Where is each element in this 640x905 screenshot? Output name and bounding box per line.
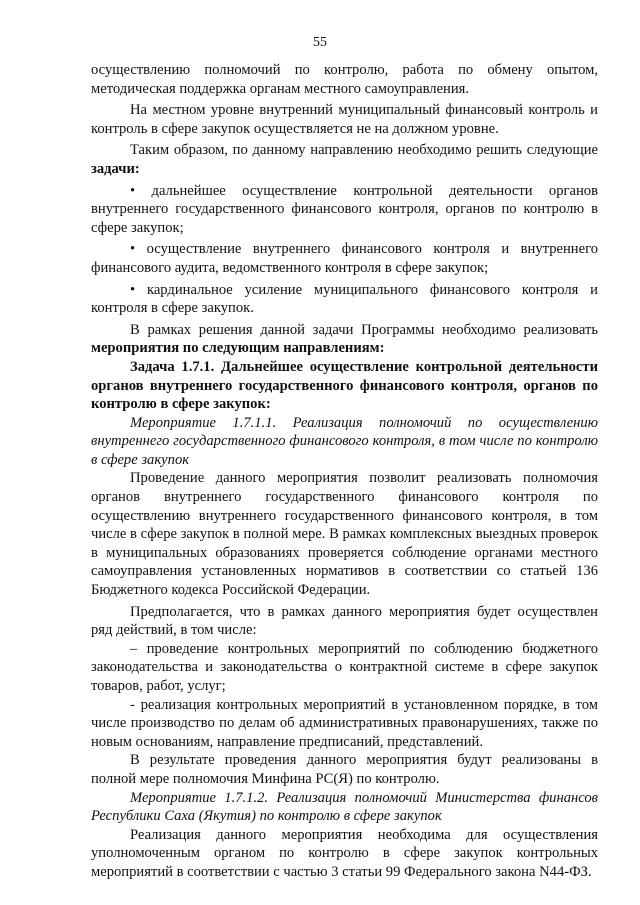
paragraph-result: В результате проведения данного мероприятия будут реализованы в полной мере полномочия Минфина РС(Я) по контролю.	[91, 752, 598, 787]
bullet-item: • осуществление внутреннего финансового контроля и внутреннего финансового аудита, ведомственного контроля в сфере закупок;	[91, 241, 598, 276]
measure-heading: Мероприятие 1.7.1.2. Реализация полномочий Министерства финансов Республики Саха (Якутия) по контролю в сфере закупок	[91, 789, 598, 825]
measures-label: мероприятия по следующим направлениям:	[91, 340, 385, 357]
paragraph-measures-intro	[91, 321, 598, 358]
paragraph-local-level: На местном уровне внутренний муниципальный финансовый контроль и контроль в сфере закупок осуществляется не на должном уровне.	[91, 102, 598, 137]
tasks-label: задачи:	[91, 160, 140, 177]
measure-heading: Мероприятие 1.7.1.1. Реализация полномочий по осуществлению внутреннего государственного финансового контроля, в том числе по контролю в сфере закупок	[91, 414, 598, 468]
tasks-intro-text: Таким образом, по данному направлению необходимо решить следующие	[130, 142, 598, 159]
task-heading: Задача 1.7.1. Дальнейшее осуществление контрольной деятельности органов внутреннего государственного финансового контроля, органов по контролю в сфере закупок:	[91, 358, 598, 413]
paragraph-actions-intro: Предполагается, что в рамках данного мероприятия будет осуществлен ряд действий, в том числе:	[91, 603, 598, 639]
bullet-item: • дальнейшее осуществление контрольной деятельности органов внутреннего государственного финансового контроля, органов по контролю в сфере закупок;	[91, 182, 598, 236]
paragraph-tasks-intro	[91, 141, 598, 178]
document-body	[91, 61, 598, 882]
page-number: 55	[313, 35, 327, 50]
dash-item: – проведение контрольных мероприятий по соблюдению бюджетного законодательства и законодательства о контрактной системе в сфере закупок товаров, работ, услуг;	[91, 640, 598, 694]
dash-item: - реализация контрольных мероприятий в установленном порядке, в том числе производство по делам об административных правонарушениях, также по новым основаниям, направление предписаний, представлений.	[91, 696, 598, 750]
measures-intro-text: В рамках решения данной задачи Программы необходимо реализовать	[130, 321, 598, 338]
bullet-item: • кардинальное усиление муниципального финансового контроля и контроля в сфере закупок.	[91, 281, 598, 317]
paragraph-measure-implementation: Реализация данного мероприятия необходима для осуществления уполномоченным органом по контролю в сфере закупок контрольных мероприятий в соответствии с частью 3 статьи 99 Федерального закона N44-ФЗ.	[91, 826, 598, 880]
paragraph-measure-description: Проведение данного мероприятия позволит реализовать полномочия органов внутреннего государственного финансового контроля по осуществлению внутреннего государственного финансового контроля, в том числе в сфере закупок в полной мере. В рамках комплексных выездных проверок в муниципальных образованиях проверяется соблюдение органами местного самоуправления установленных нормативов в соответствии со статьей 136 Бюджетного кодекса Российской Федерации.	[91, 470, 598, 599]
paragraph-continuation: осуществлению полномочий по контролю, работа по обмену опытом, методическая поддержка органам местного самоуправления.	[91, 62, 598, 97]
